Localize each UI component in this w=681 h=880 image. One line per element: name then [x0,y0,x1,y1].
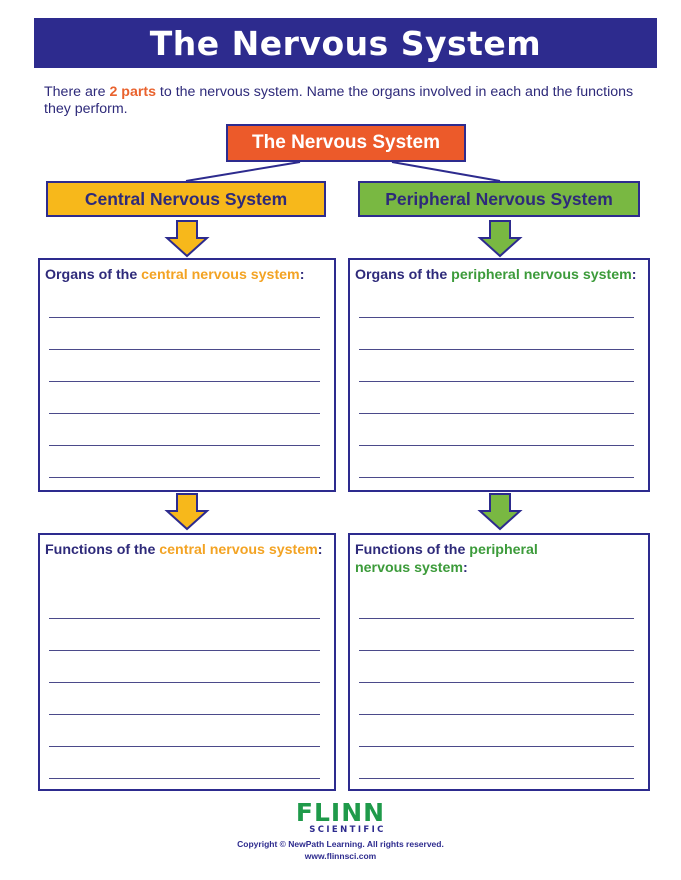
heading-term: central nervous system [141,267,300,283]
answer-line[interactable] [359,650,634,651]
answer-line[interactable] [359,714,634,715]
panel-heading [45,541,329,559]
connector-line-peripheral [392,162,500,181]
heading-term: peripheral nervous system [451,267,632,283]
root-node [226,124,466,162]
central-functions-panel [38,533,336,791]
answer-line[interactable] [49,746,320,747]
heading-suffix: : [631,267,637,283]
answer-line[interactable] [359,477,634,478]
answer-line[interactable] [49,778,320,779]
answer-line[interactable] [359,381,634,382]
peripheral-organs-panel [348,258,650,492]
arrow-down-icon [480,494,520,529]
arrow-down-icon [167,494,207,529]
flinn-logo-subtitle: SCIENTIFIC [309,825,386,835]
heading-term: central nervous system [159,542,318,558]
peripheral-node-label: Peripheral Nervous System [385,188,613,209]
answer-line[interactable] [359,413,634,414]
website-link[interactable]: www.flinnsci.com [304,851,377,861]
heading-suffix: : [299,267,305,283]
copyright-text: Copyright © NewPath Learning. All rights reserved. [237,839,444,849]
answer-line[interactable] [359,349,634,350]
connector-line-central [186,162,300,181]
footer [0,800,681,862]
heading-prefix: Organs of the [355,267,452,283]
heading-prefix: Functions of the [45,542,160,558]
answer-line[interactable] [359,778,634,779]
answer-line[interactable] [49,381,320,382]
heading-term: peripheral nervous system [355,542,538,576]
root-node-label: The Nervous System [252,132,440,153]
answer-line[interactable] [49,317,320,318]
arrow-down-icon [167,221,207,256]
answer-line[interactable] [359,445,634,446]
arrow-down-icon [480,221,520,256]
intro-before: There are [44,84,110,100]
peripheral-functions-panel [348,533,650,791]
central-node [46,181,326,217]
panel-heading [45,266,329,284]
panel-heading [355,266,643,284]
answer-line[interactable] [359,746,634,747]
intro-after: to the nervous system. Name the organs involved in each and the functions they perform. [44,84,634,117]
heading-suffix: : [463,560,468,576]
panel-heading [355,541,588,577]
intro-text [44,84,644,118]
answer-line[interactable] [49,413,320,414]
heading-suffix: : [317,542,323,558]
title-banner [34,18,657,68]
flinn-logo: FLINN [295,798,386,827]
answer-line[interactable] [49,714,320,715]
answer-line[interactable] [49,349,320,350]
answer-line[interactable] [359,317,634,318]
answer-line[interactable] [49,650,320,651]
answer-line[interactable] [49,682,320,683]
answer-line[interactable] [49,477,320,478]
answer-line[interactable] [359,618,634,619]
answer-line[interactable] [49,445,320,446]
central-organs-panel [38,258,336,492]
page-title: The Nervous System [149,23,542,63]
peripheral-node [358,181,640,217]
intro-highlight: 2 parts [109,84,156,100]
central-node-label: Central Nervous System [84,188,288,209]
heading-prefix: Functions of the [355,542,470,558]
answer-line[interactable] [49,618,320,619]
answer-line[interactable] [359,682,634,683]
heading-prefix: Organs of the [45,267,142,283]
